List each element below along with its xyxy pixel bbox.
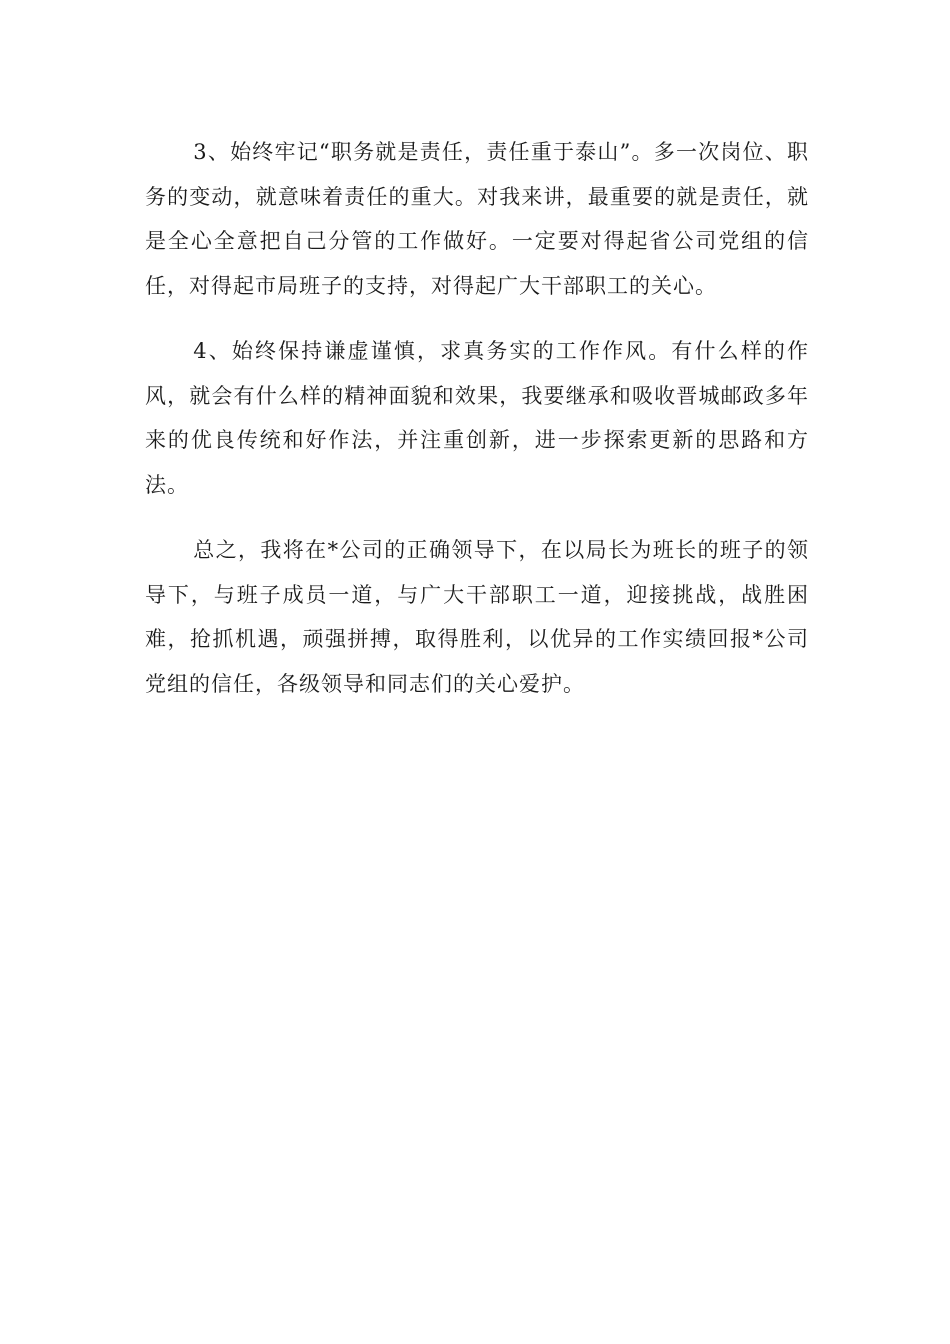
paragraph-item-4: 4、始终保持谦虚谨慎，求真务实的工作作风。有什么样的作风，就会有什么样的精神面貌和效果，我要继承和吸收晋城邮政多年来的优良传统和好作法，并注重创新，进一步探索更新的思路和方法。 [145,339,809,497]
document-body [145,130,809,727]
paragraph-conclusion: 总之，我将在*公司的正确领导下，在以局长为班长的班子的领导下，与班子成员一道，与广大干部职工一道，迎接挑战，战胜困难，抢抓机遇，顽强拼搏，取得胜利，以优异的工作实绩回报*公司党组的信任，各级领导和同志们的关心爱护。 [145,538,809,696]
paragraph-item-3: 3、始终牢记“职务就是责任，责任重于泰山”。多一次岗位、职务的变动，就意味着责任的重大。对我来讲，最重要的就是责任，就是全心全意把自己分管的工作做好。一定要对得起省公司党组的信任，对得起市局班子的支持，对得起广大干部职工的关心。 [145,140,809,298]
